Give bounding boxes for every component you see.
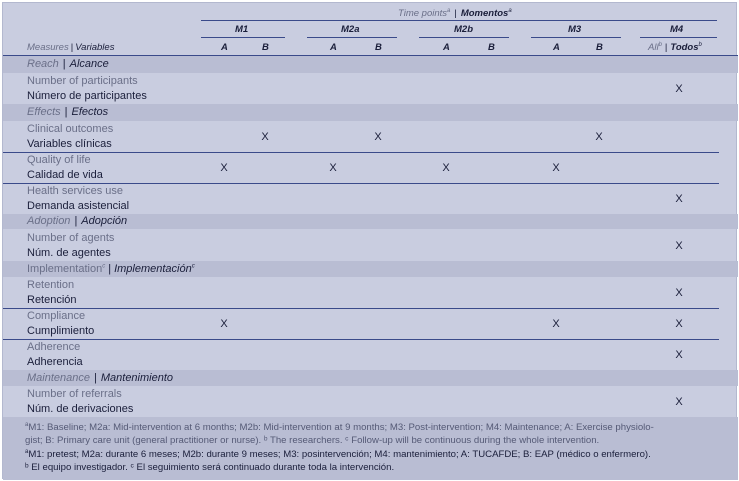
header-rule-m2a — [307, 37, 397, 38]
mark-x: X — [595, 131, 603, 143]
row-label-en: Health services use — [27, 185, 123, 197]
mark-x: X — [552, 162, 560, 174]
section-effects: Effects | Efectos — [27, 106, 109, 118]
col-m2b: M2b — [454, 24, 473, 35]
mark-x: X — [374, 131, 382, 143]
row-label-es: Variables clínicas — [27, 138, 112, 150]
row-label-en: Number of agents — [27, 232, 115, 244]
row-label-en: Number of referrals — [27, 388, 122, 400]
mark-x: X — [329, 162, 337, 174]
row-label-es: Retención — [27, 294, 77, 306]
section-band-effects — [3, 104, 738, 121]
sub-m2a-a: A — [330, 42, 337, 53]
mark-x: X — [675, 287, 683, 299]
section-implementation: Implementation$^c$ | Implementación$^c$ — [27, 263, 195, 275]
mark-x: X — [220, 318, 228, 330]
mark-x: X — [675, 83, 683, 95]
time-points-header: Time points$^a$ | Momentos$^a$ — [398, 8, 512, 20]
mark-x: X — [675, 396, 683, 408]
mark-x: X — [442, 162, 450, 174]
row-label-en: Number of participants — [27, 75, 138, 87]
sub-m1-b: B — [262, 42, 269, 53]
mark-x: X — [220, 162, 228, 174]
row-label-es: Núm. de agentes — [27, 247, 111, 259]
section-band-reach — [3, 56, 738, 73]
sub-m4-all: All$^b$ | Todos$^b$ — [648, 42, 702, 54]
footnote-en-1: $^a$M1: Baseline; M2a: Mid-intervention at 6 months; M2b: Mid-intervention at 9 months; M3: Post-intervention; M4: Maintenance; A: Exercise physiolo- — [25, 422, 654, 434]
row-label-es: Adherencia — [27, 356, 83, 368]
mark-x: X — [552, 318, 560, 330]
mark-x: X — [675, 193, 683, 205]
mark-x: X — [675, 318, 683, 330]
row-label-en: Quality of life — [27, 154, 91, 166]
row-label-en: Retention — [27, 279, 75, 291]
row-label-es: Demanda asistencial — [27, 200, 130, 212]
col-m4: M4 — [670, 24, 684, 35]
row-label-en: Clinical outcomes — [27, 123, 114, 135]
row-label-en: Compliance — [27, 310, 86, 322]
sub-m3-b: B — [596, 42, 603, 53]
row-divider — [3, 339, 719, 340]
header-rule-m2b — [419, 37, 509, 38]
mark-x: X — [675, 349, 683, 361]
sub-m2b-a: A — [443, 42, 450, 53]
col-m3: M3 — [568, 24, 582, 35]
measures-header: Measures | Variables — [27, 42, 115, 53]
row-label-en: Adherence — [27, 341, 81, 353]
col-m2a: M2a — [341, 24, 360, 35]
sub-m2a-b: B — [375, 42, 382, 53]
section-maintenance: Maintenance | Mantenimiento — [27, 372, 174, 384]
section-adoption: Adoption | Adopción — [27, 215, 128, 227]
sub-m3-a: A — [553, 42, 560, 53]
header-rule-top — [201, 20, 717, 21]
header-rule-m3 — [531, 37, 621, 38]
row-divider — [3, 183, 719, 184]
row-label-es: Núm. de derivaciones — [27, 403, 134, 415]
row-divider — [3, 152, 719, 153]
footnote-es-1: $^a$M1: pretest; M2a: durante 6 meses; M2b: durante 9 meses; M3: posintervención; M4: mantenimiento; A: TUCAFDE; B: EAP (médico o enfermero). — [25, 449, 651, 461]
sub-m2b-b: B — [488, 42, 495, 53]
table-frame — [2, 2, 737, 479]
row-divider — [3, 308, 719, 309]
sub-m1-a: A — [221, 42, 228, 53]
row-label-es: Número de participantes — [27, 90, 147, 102]
footnote-es-2: ᵇ El equipo investigador. ᶜ El seguimiento será continuado durante toda la intervención. — [25, 462, 395, 473]
mark-x: X — [261, 131, 269, 143]
header-rule-m1 — [201, 37, 285, 38]
footnote-en-2: gist; B: Primary care unit (general practitioner or nurse). ᵇ The researchers. ᶜ Follow-up will be continuous during the whole intervention. — [25, 435, 600, 446]
col-m1: M1 — [235, 24, 249, 35]
mark-x: X — [675, 240, 683, 252]
header-rule-m4 — [640, 37, 717, 38]
row-label-es: Calidad de vida — [27, 169, 103, 181]
section-reach: Reach | Alcance — [27, 58, 109, 70]
row-label-es: Cumplimiento — [27, 325, 95, 337]
